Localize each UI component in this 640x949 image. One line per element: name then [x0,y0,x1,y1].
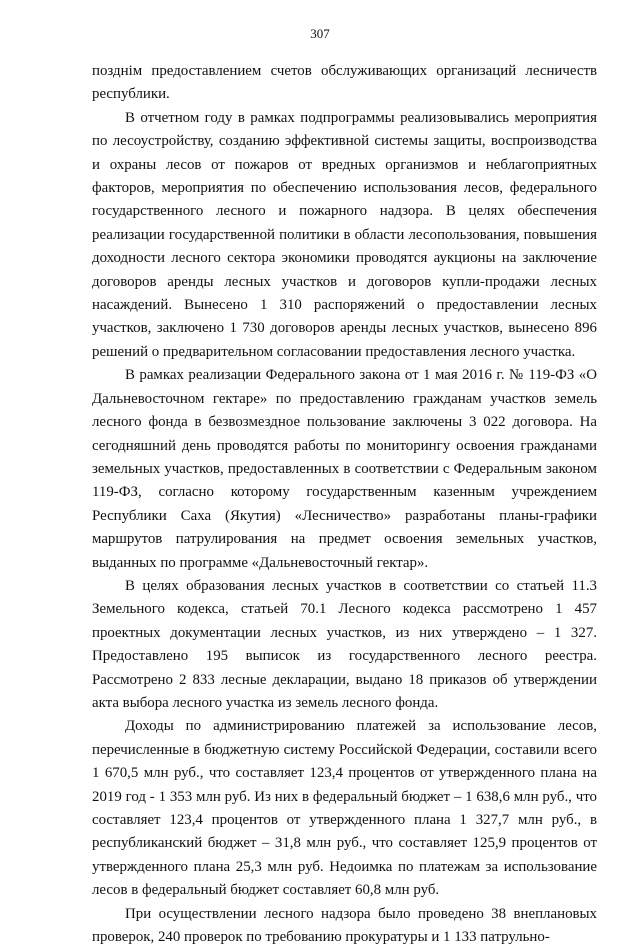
paragraph-far-eastern-hectare: В рамках реализации Федерального закона от 1 мая 2016 г. № 119-ФЗ «О Дальневосточном гектаре» по предоставлению гражданам участков земель лесного фонда в безвозмездное пользование заключены 3 022 договора. На сегодняшний день проводятся работы по мониторингу освоения гражданами земельных участков, предоставленных в соответствии с Федеральным законом 119-ФЗ, согласно которому государственным казенным учреждением Республики Саха (Якутия) «Лесничество» разработаны планы-графики маршрутов патрулирования на предмет освоения земельных участков, выданных по программе «Дальневосточный гектар». [92,367,597,571]
page-number: 307 [310,26,330,41]
body-text [92,60,597,949]
paragraph-revenue: Доходы по администрированию платежей за использование лесов, перечисленные в бюджетную систему Российской Федерации, составили всего 1 670,5 млн руб., что составляет 123,4 процентов от утвержденного плана на 2019 год - 1 353 млн руб. Из них в федеральный бюджет – 1 638,6 млн руб., что составляет 123,4 процентов от утвержденного плана 1 327,7 млн руб., в республиканский бюджет – 31,8 млн руб., что составляет 125,9 процентов от утвержденного плана 25,3 млн руб. Недоимка по платежам за использование лесов в федеральный бюджет составляет 60,8 млн руб. [92,718,597,899]
paragraph-continuation: позднім предоставлением счетов обслуживающих организаций лесничеств республики. [92,63,597,103]
paragraph-forest-plots-formation: В целях образования лесных участков в соответствии со статьей 11.3 Земельного кодекса, статьей 70.1 Лесного кодекса рассмотрено 1 457 проектных документации лесных участков, из них утверждено – 1 327. Предоставлено 195 выписок из государственного лесного реестра. Рассмотрено 2 833 лесные декларации, выдано 18 приказов об утверждении акта выбора лесного участка из земель лесного фонда. [92,577,597,711]
paragraph-forest-supervision: При осуществлении лесного надзора было проведено 38 внеплановых проверок, 240 проверок по требованию прокуратуры и 1 133 патрульно- [92,905,597,946]
paragraph-subprogram-measures: В отчетном году в рамках подпрограммы реализовывались мероприятия по лесоустройству, созданию эффективной системы защиты, воспроизводства и охраны лесов от пожаров от вредных организмов и неблагоприятных факторов, мероприятия по обеспечению использования лесов, федерального государственного лесного и пожарного надзора. В целях обеспечения реализации государственной политики в области лесопользования, повышения доходности лесного сектора экономики проводятся аукционы на заключение договоров аренды лесных участков и договоров купли-продажи лесных насаждений. Вынесено 1 310 распоряжений о предоставлении лесных участков, заключено 1 730 договоров аренды лесных участков, вынесено 896 решений о предварительном согласовании предоставления лесного участка. [92,109,597,360]
